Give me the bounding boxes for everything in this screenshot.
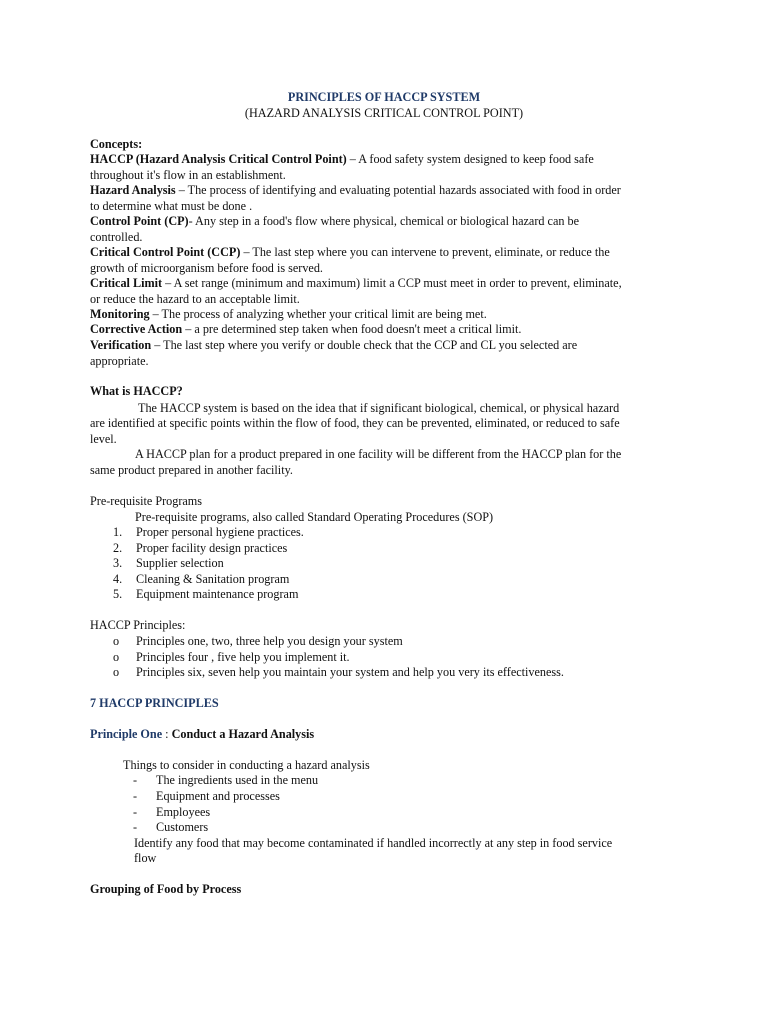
concept-definition: – The last step where you can intervene to prevent, eliminate, or reduce the xyxy=(240,245,610,259)
seven-principles-heading: 7 HACCP PRINCIPLES xyxy=(90,696,219,710)
list-item xyxy=(113,525,304,541)
bullet-icon: o xyxy=(113,665,120,679)
concept-definition-cont: throughout it's flow in an establishment. xyxy=(90,168,286,182)
dash-icon: - xyxy=(133,805,138,819)
list-text: Principles one, two, three help you design your system xyxy=(136,634,403,648)
concept-term: Verification xyxy=(90,338,152,352)
list-text: Equipment maintenance program xyxy=(136,587,299,601)
page-subtitle: (HAZARD ANALYSIS CRITICAL CONTROL POINT) xyxy=(244,106,524,120)
concept-definition-cont: to determine what must be done . xyxy=(90,199,253,213)
concept-corrective-action xyxy=(90,322,521,338)
concept-definition-cont: or reduce the hazard to an acceptable limit. xyxy=(90,292,300,306)
list-text: Employees xyxy=(156,805,211,819)
concept-definition-cont: appropriate. xyxy=(90,354,149,368)
list-item xyxy=(113,587,299,603)
concept-term: Monitoring xyxy=(90,307,150,321)
list-item xyxy=(113,572,290,588)
list-text: Supplier selection xyxy=(136,556,224,570)
grouping-heading: Grouping of Food by Process xyxy=(90,882,242,896)
principle-separator: : xyxy=(162,727,172,741)
dash-icon: - xyxy=(133,789,138,803)
list-text: The ingredients used in the menu xyxy=(156,773,319,787)
identify-line: flow xyxy=(134,851,157,865)
principle-title: Conduct a Hazard Analysis xyxy=(171,727,315,741)
concept-definition: – The process of identifying and evaluating potential hazards associated with food in order xyxy=(175,183,621,197)
concept-term: Hazard Analysis xyxy=(90,183,176,197)
concept-monitoring xyxy=(90,307,487,323)
dash-icon: - xyxy=(133,820,138,834)
list-text: Principles four , five help you implement it. xyxy=(136,650,350,664)
concepts-heading: Concepts: xyxy=(90,137,143,151)
concept-definition-cont: controlled. xyxy=(90,230,143,244)
concept-verification xyxy=(90,338,577,354)
page-title: PRINCIPLES OF HACCP SYSTEM xyxy=(287,90,481,104)
bullet-icon: o xyxy=(113,634,120,648)
bullet-icon: o xyxy=(113,650,120,664)
list-item xyxy=(113,665,564,681)
list-number: 4. xyxy=(113,572,123,586)
concept-term: Critical Limit xyxy=(90,276,163,290)
list-item xyxy=(113,650,350,666)
list-text: Equipment and processes xyxy=(156,789,280,803)
concept-term: HACCP (Hazard Analysis Critical Control Point) xyxy=(90,152,347,166)
paragraph-line: same product prepared in another facility. xyxy=(90,463,293,477)
principles-heading: HACCP Principles: xyxy=(90,618,186,632)
list-text: Proper personal hygiene practices. xyxy=(136,525,304,539)
list-number: 3. xyxy=(113,556,123,570)
concept-ccp xyxy=(90,245,610,261)
concept-definition: - Any step in a food's flow where physical, chemical or biological hazard can be xyxy=(188,214,579,228)
concept-definition-cont: growth of microorganism before food is served. xyxy=(90,261,323,275)
concept-term: Corrective Action xyxy=(90,322,183,336)
list-item xyxy=(133,773,319,789)
paragraph-line: are identified at specific points within the flow of food, they can be prevented, eliminated, or reduced to safe xyxy=(90,416,620,430)
concept-definition: – A set range (minimum and maximum) limit a CCP must meet in order to prevent, eliminate, xyxy=(162,276,622,290)
principle-label: Principle One xyxy=(90,727,163,741)
list-item xyxy=(113,634,403,650)
what-is-heading: What is HACCP? xyxy=(90,384,183,398)
list-text: Cleaning & Sanitation program xyxy=(136,572,290,586)
list-number: 2. xyxy=(113,541,123,555)
paragraph-line: A HACCP plan for a product prepared in one facility will be different from the HACCP plan for the xyxy=(135,447,622,461)
concept-term: Critical Control Point (CCP) xyxy=(90,245,241,259)
list-item xyxy=(113,541,288,557)
paragraph-line: The HACCP system is based on the idea that if significant biological, chemical, or physical hazard xyxy=(138,401,620,415)
concept-control-point xyxy=(90,214,579,230)
concept-hazard-analysis xyxy=(90,183,621,199)
dash-icon: - xyxy=(133,773,138,787)
principle-one-heading xyxy=(90,727,314,743)
concept-term: Control Point (CP) xyxy=(90,214,189,228)
concept-definition: – A food safety system designed to keep food safe xyxy=(346,152,594,166)
list-text: Proper facility design practices xyxy=(136,541,288,555)
prereq-heading: Pre-requisite Programs xyxy=(90,494,203,508)
list-item xyxy=(133,789,280,805)
paragraph-line: level. xyxy=(90,432,117,446)
list-item xyxy=(133,820,209,836)
concept-definition: – The last step where you verify or double check that the CCP and CL you selected are xyxy=(151,338,578,352)
concept-definition: – a pre determined step taken when food doesn't meet a critical limit. xyxy=(182,322,522,336)
list-item xyxy=(133,805,211,821)
list-number: 5. xyxy=(113,587,123,601)
concept-haccp xyxy=(90,152,594,168)
identify-line: Identify any food that may become contaminated if handled incorrectly at any step in food service xyxy=(134,836,613,850)
list-item xyxy=(113,556,224,572)
list-text: Principles six, seven help you maintain your system and help you very its effectiveness. xyxy=(136,665,564,679)
list-number: 1. xyxy=(113,525,123,539)
list-text: Customers xyxy=(156,820,209,834)
concept-critical-limit xyxy=(90,276,622,292)
prereq-intro: Pre-requisite programs, also called Standard Operating Procedures (SOP) xyxy=(135,510,494,524)
concept-definition: – The process of analyzing whether your critical limit are being met. xyxy=(149,307,487,321)
consider-intro: Things to consider in conducting a hazard analysis xyxy=(123,758,370,772)
